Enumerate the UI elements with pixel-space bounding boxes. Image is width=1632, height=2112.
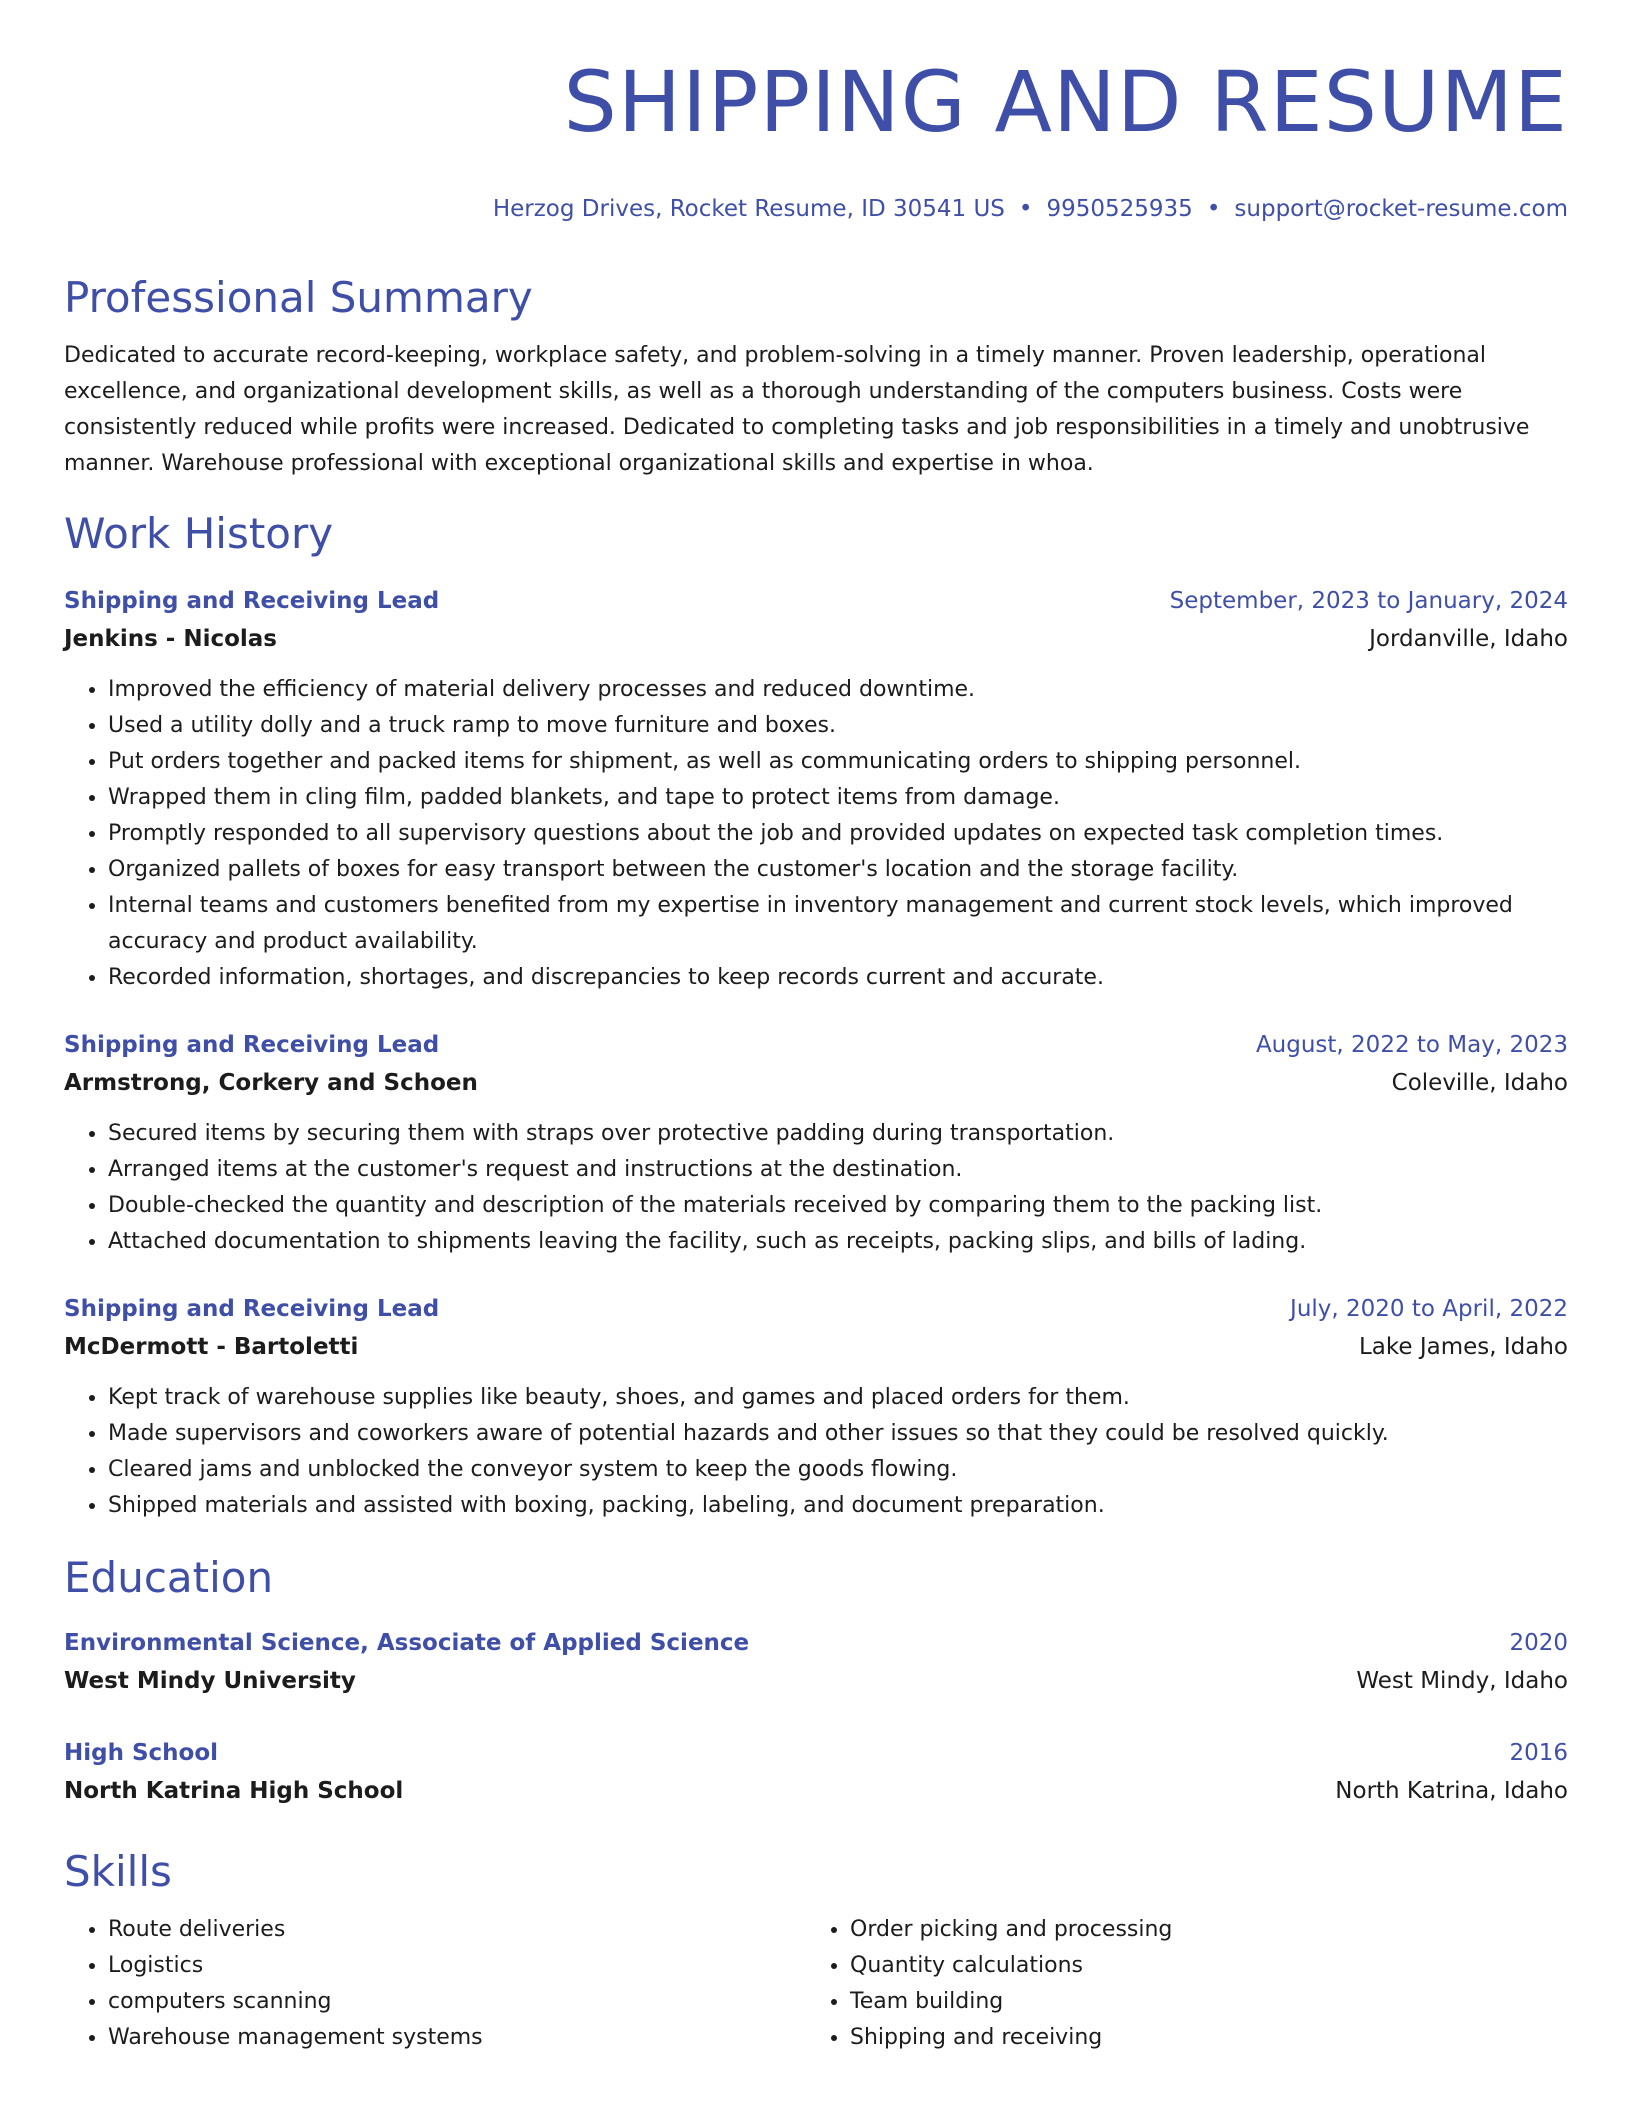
job-company: Armstrong, Corkery and Schoen [64, 1070, 478, 1096]
job-bullet: • Organized pallets of boxes for easy transport between the customer's location and the storage facility. [108, 852, 1568, 888]
education-location: North Katrina, Idaho [1335, 1778, 1568, 1804]
contact-separator: • [1206, 196, 1221, 222]
job-bullet: • Made supervisors and coworkers aware of potential hazards and other issues so that they could be resolved quickly. [108, 1416, 1568, 1452]
skills-heading: Skills [64, 1847, 172, 1896]
resume-title: SHIPPING AND RESUME [563, 53, 1568, 151]
job-company: McDermott - Bartoletti [64, 1334, 359, 1360]
job-bullet: • Internal teams and customers benefited from my expertise in inventory management and current stock levels, which improved accuracy and product availability. [108, 888, 1568, 960]
education-year: 2016 [1509, 1740, 1568, 1766]
job-company: Jenkins - Nicolas [64, 626, 277, 652]
job-company-row [64, 1328, 1568, 1366]
job-location: Lake James, Idaho [1358, 1334, 1568, 1360]
skill-item: • Logistics [108, 1948, 806, 1984]
skill-item: • Route deliveries [108, 1912, 806, 1948]
job-title: Shipping and Receiving Lead [64, 588, 440, 614]
job-title: Shipping and Receiving Lead [64, 1296, 440, 1322]
contact-phone: 9950525935 [1046, 196, 1193, 222]
job-header-row [64, 1290, 1568, 1328]
skill-item: • Warehouse management systems [108, 2020, 806, 2056]
job-header-row [64, 582, 1568, 620]
job-company-row [64, 1064, 1568, 1102]
education-entry [64, 1624, 1568, 1700]
job-bullet: • Secured items by securing them with straps over protective padding during transportation. [108, 1116, 1568, 1152]
job-bullets [64, 672, 1568, 996]
education-header-row [64, 1734, 1568, 1772]
job-bullets [64, 1116, 1568, 1260]
education-school: West Mindy University [64, 1668, 356, 1694]
education-school-row [64, 1662, 1568, 1700]
job-title: Shipping and Receiving Lead [64, 1032, 440, 1058]
education-heading: Education [64, 1553, 274, 1602]
job-entry [64, 582, 1568, 996]
skills-column-right [806, 1912, 1548, 2056]
education-degree: High School [64, 1740, 219, 1766]
job-dates: August, 2022 to May, 2023 [1255, 1032, 1568, 1058]
skill-item: • Quantity calculations [850, 1948, 1548, 1984]
contact-email: support@rocket-resume.com [1234, 196, 1568, 222]
skill-item: • Team building [850, 1984, 1548, 2020]
job-bullet: • Improved the efficiency of material delivery processes and reduced downtime. [108, 672, 1568, 708]
job-bullet: • Cleared jams and unblocked the conveyor system to keep the goods flowing. [108, 1452, 1568, 1488]
job-bullet: • Shipped materials and assisted with boxing, packing, labeling, and document preparation. [108, 1488, 1568, 1524]
job-bullet: • Kept track of warehouse supplies like beauty, shoes, and games and placed orders for them. [108, 1380, 1568, 1416]
education-year: 2020 [1509, 1630, 1568, 1656]
job-bullet: • Arranged items at the customer's request and instructions at the destination. [108, 1152, 1568, 1188]
job-bullet: • Recorded information, shortages, and discrepancies to keep records current and accurate. [108, 960, 1568, 996]
education-location: West Mindy, Idaho [1356, 1668, 1568, 1694]
education-degree: Environmental Science, Associate of Applied Science [64, 1630, 750, 1656]
job-bullet: • Double-checked the quantity and description of the materials received by comparing them to the packing list. [108, 1188, 1568, 1224]
contact-line [64, 194, 1568, 224]
summary-text: Dedicated to accurate record-keeping, workplace safety, and problem-solving in a timely manner. Proven leadership, operational excellence, and organizational development skills, as well as a thorough understanding of the computers business. Costs were consistently reduced while profits were increased. Dedicated to completing tasks and job responsibilities in a timely and unobtrusive manner. Warehouse professional with exceptional organizational skills and expertise in whoa. [64, 343, 1530, 476]
job-location: Jordanville, Idaho [1369, 626, 1568, 652]
job-company-row [64, 620, 1568, 658]
skills-list [64, 1912, 1568, 2056]
skill-item: • Shipping and receiving [850, 2020, 1548, 2056]
job-entry [64, 1290, 1568, 1524]
summary-heading: Professional Summary [64, 273, 533, 322]
job-dates: September, 2023 to January, 2024 [1169, 588, 1568, 614]
skills-column-left [64, 1912, 806, 2056]
education-header-row [64, 1624, 1568, 1662]
job-bullet: • Put orders together and packed items for shipment, as well as communicating orders to shipping personnel. [108, 744, 1568, 780]
job-dates: July, 2020 to April, 2022 [1290, 1296, 1568, 1322]
contact-separator: • [1018, 196, 1033, 222]
job-bullet: • Used a utility dolly and a truck ramp to move furniture and boxes. [108, 708, 1568, 744]
job-bullet: • Promptly responded to all supervisory questions about the job and provided updates on expected task completion times. [108, 816, 1568, 852]
job-header-row [64, 1026, 1568, 1064]
job-bullet: • Wrapped them in cling film, padded blankets, and tape to protect items from damage. [108, 780, 1568, 816]
contact-address: Herzog Drives, Rocket Resume, ID 30541 US [492, 196, 1005, 222]
job-bullets [64, 1380, 1568, 1524]
skill-item: • computers scanning [108, 1984, 806, 2020]
education-school: North Katrina High School [64, 1778, 404, 1804]
work-history-heading: Work History [64, 509, 334, 558]
job-location: Coleville, Idaho [1391, 1070, 1568, 1096]
job-bullet: • Attached documentation to shipments leaving the facility, such as receipts, packing slips, and bills of lading. [108, 1224, 1568, 1260]
education-entry [64, 1734, 1568, 1810]
job-entry [64, 1026, 1568, 1260]
education-school-row [64, 1772, 1568, 1810]
skill-item: • Order picking and processing [850, 1912, 1548, 1948]
